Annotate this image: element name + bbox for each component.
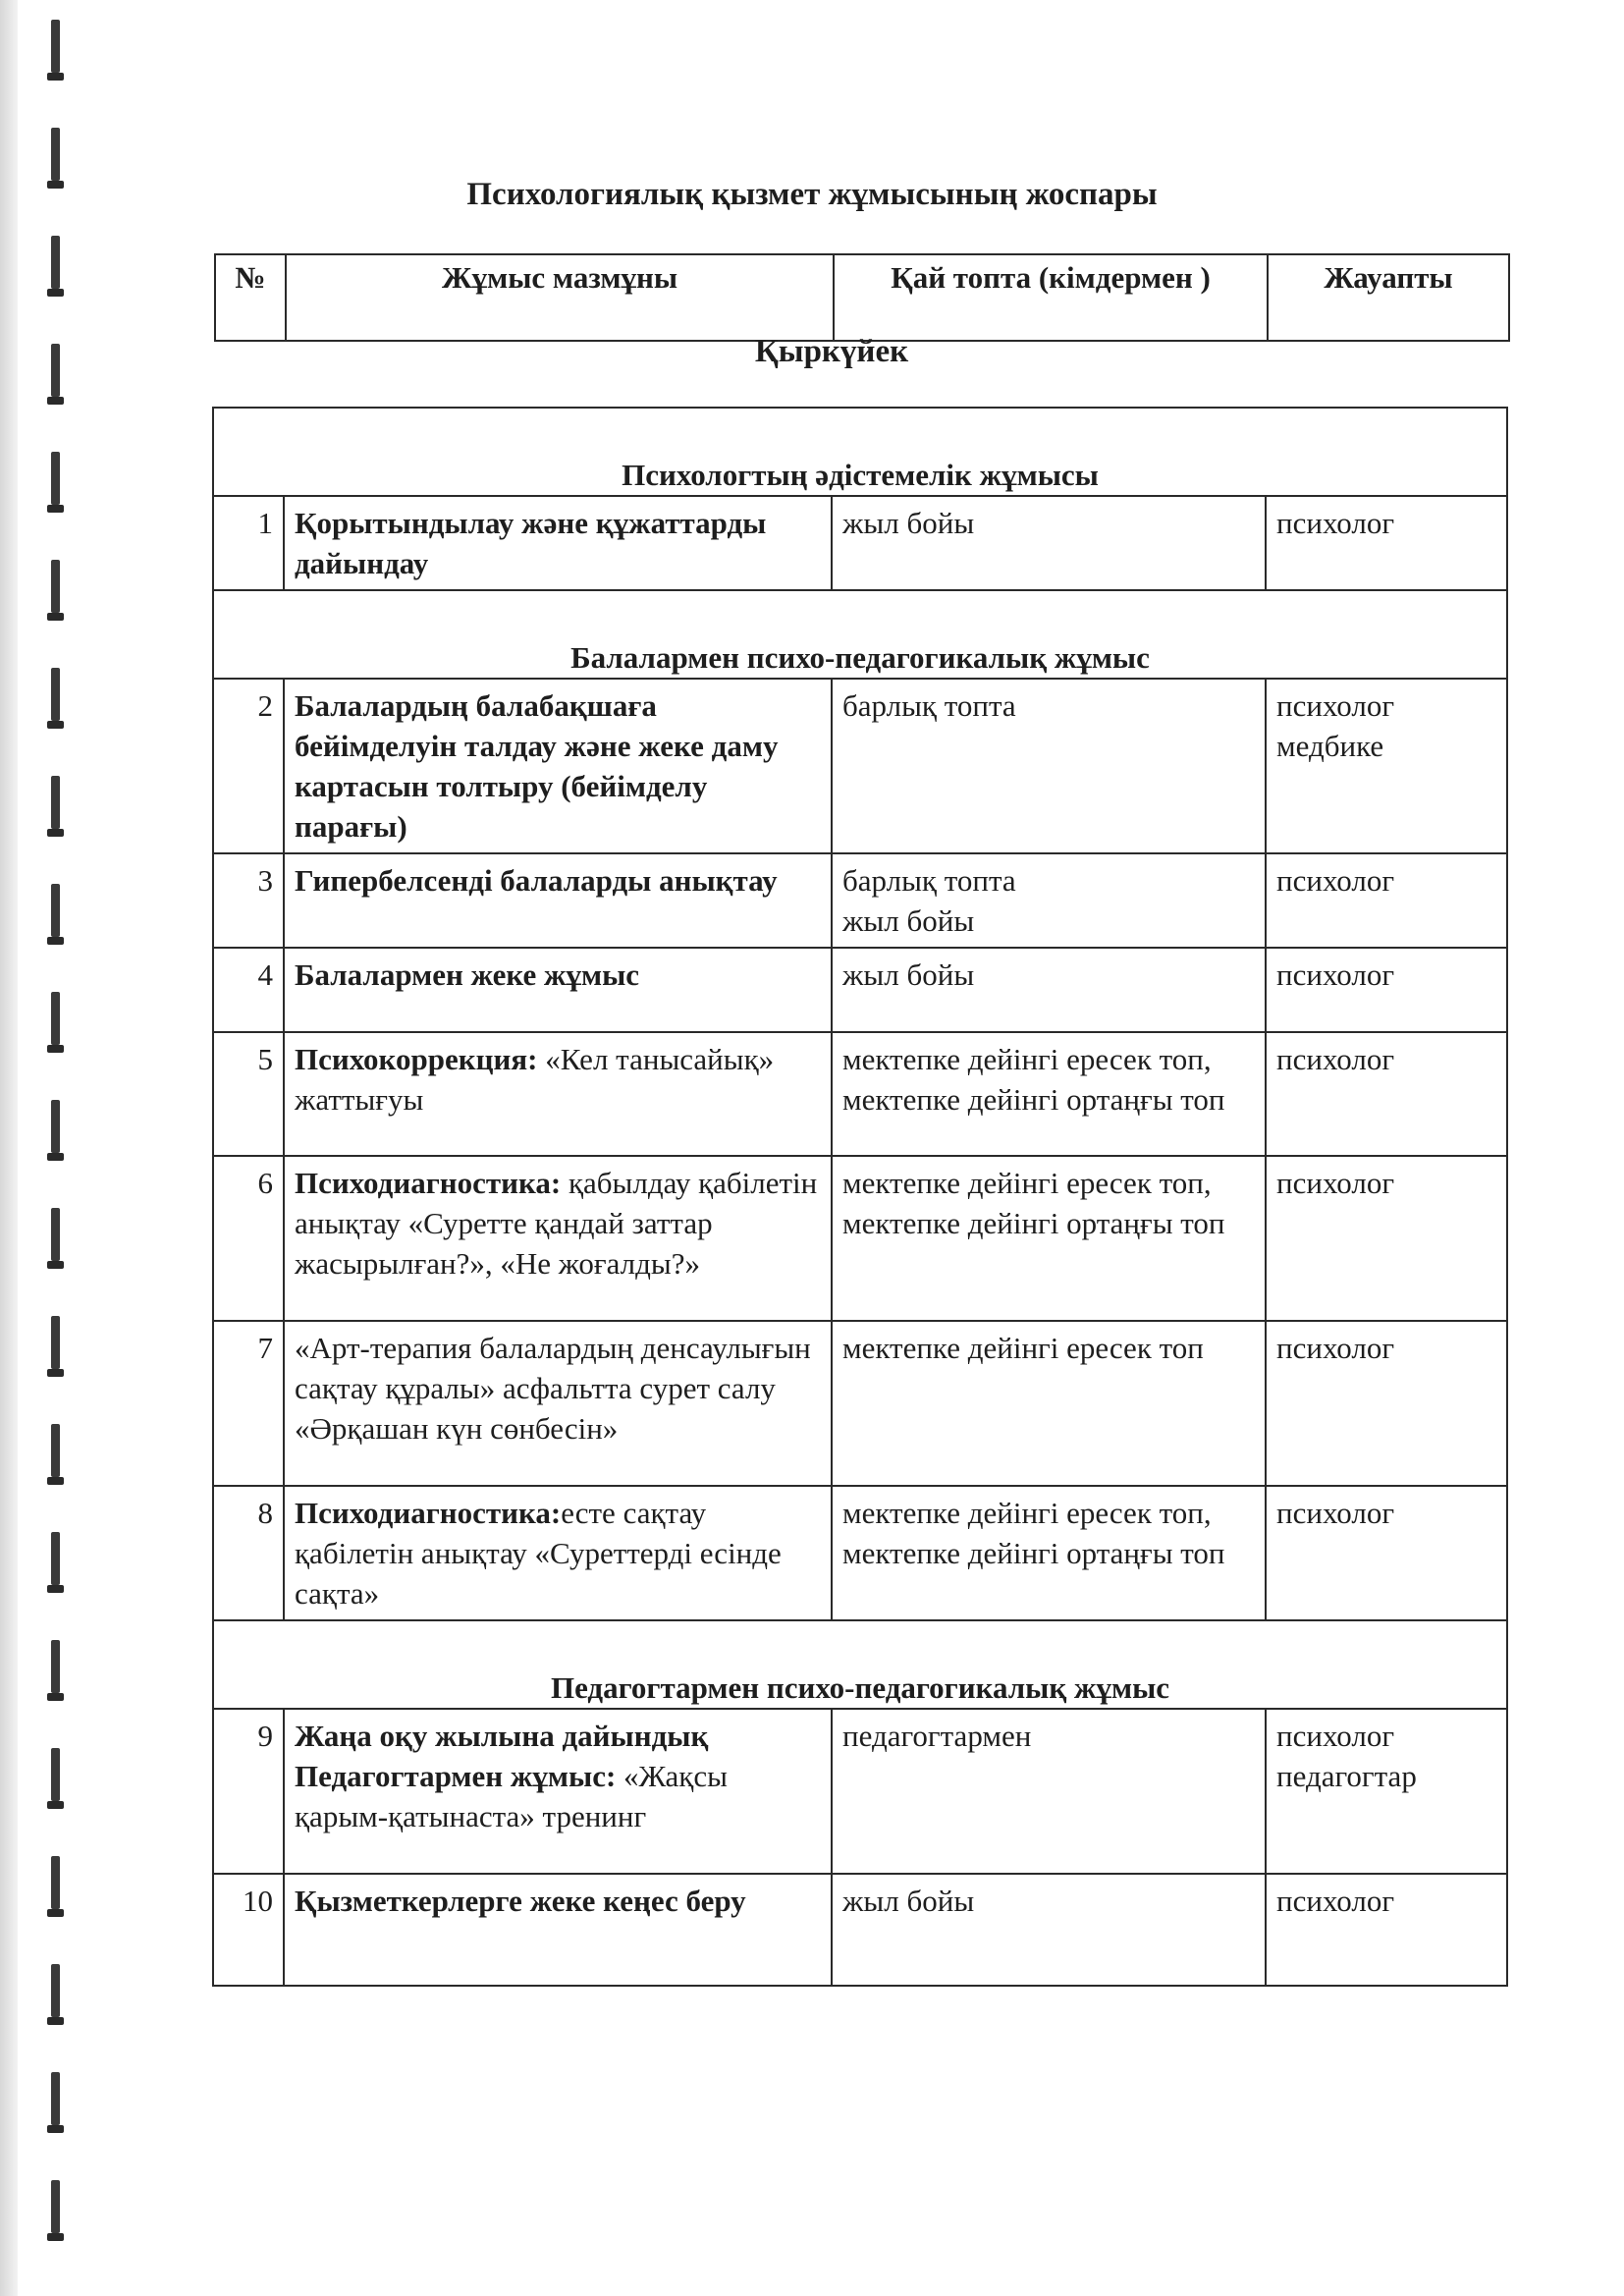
row-responsible-text: психолог педагогтар [1276,1719,1417,1793]
section-children: Балалармен психо-педагогикалық жұмыс [213,590,1507,679]
row-content [284,853,832,948]
row-responsible: психолог [1266,1874,1507,1986]
row-content [284,1032,832,1156]
month-heading: Қыркүйек [754,334,909,369]
row-responsible-text: психолог медбике [1276,688,1395,763]
table-row [213,1874,1507,1986]
section-methodical: Психологтың әдістемелік жұмысы [213,408,1507,496]
table-row [213,853,1507,948]
section-row [213,1620,1507,1709]
plan-table [212,407,1508,1987]
header-responsible: Жауапты [1268,254,1509,341]
row-content-bold: Қорытындылау және құжаттарды дайындау [295,506,767,580]
row-content-bold: Психокоррекция: [295,1042,538,1076]
row-number: 5 [213,1032,284,1156]
row-responsible: психолог [1266,948,1507,1032]
table-row [213,1709,1507,1874]
row-responsible [1266,1709,1507,1874]
row-content-bold: Жаңа оқу жылына дайындық Педагогтармен жұмыс: [295,1719,709,1793]
row-number: 7 [213,1321,284,1486]
row-content-bold: Балалармен жеке жұмыс [295,957,640,992]
row-content-bold: Қызметкерлерге жеке кеңес беру [295,1884,746,1918]
document-title: Психологиялық қызмет жұмысының жоспары [466,177,1158,212]
row-content-bold: Гипербелсенді балаларды анықтау [295,863,778,898]
row-content [284,496,832,590]
row-content-bold: Балалардың балабақшаға бейімделуін талдау және жеке даму картасын толтыру (бейімделу парағы) [295,688,779,844]
section-row [213,590,1507,679]
row-group-text: барлық топта жыл бойы [842,863,1016,938]
row-group: жыл бойы [832,1874,1266,1986]
row-number: 3 [213,853,284,948]
row-content-text: «Кел танысайық» жаттығуы [295,1042,775,1117]
row-group: жыл бойы [832,496,1266,590]
row-content [284,1874,832,1986]
row-number: 4 [213,948,284,1032]
table-row [213,1486,1507,1620]
section-row [213,408,1507,496]
row-content [284,1486,832,1620]
header-num: № [215,254,286,341]
row-group: мектепке дейінгі ересек топ [832,1321,1266,1486]
row-number: 6 [213,1156,284,1321]
row-content-text: есте сақтау қабілетін анықтау «Суреттерді есінде сақта» [295,1496,782,1611]
row-content-text: «Жақсы қарым-қатынаста» тренинг [295,1759,728,1833]
row-responsible: психолог [1266,1486,1507,1620]
table-row [213,679,1507,853]
header-table [214,253,1510,342]
table-row [213,496,1507,590]
row-group: мектепке дейінгі ересек топ, мектепке дейінгі ортаңғы топ [832,1486,1266,1620]
row-responsible [1266,679,1507,853]
row-responsible: психолог [1266,1321,1507,1486]
row-responsible: психолог [1266,1032,1507,1156]
header-group: Қай топта (кімдермен ) [834,254,1268,341]
row-content [284,948,832,1032]
row-content-text: қабылдау қабілетін анықтау «Суретте қандай заттар жасырылған?», «Не жоғалды?» [295,1166,818,1281]
row-number: 8 [213,1486,284,1620]
table-row [213,948,1507,1032]
row-group: мектепке дейінгі ересек топ, мектепке дейінгі ортаңғы топ [832,1156,1266,1321]
row-content [284,679,832,853]
row-content-bold: Психодиагностика: [295,1496,562,1530]
row-responsible: психолог [1266,496,1507,590]
row-responsible: психолог [1266,1156,1507,1321]
row-group [832,853,1266,948]
row-group: жыл бойы [832,948,1266,1032]
row-group: педагогтармен [832,1709,1266,1874]
header-content: Жұмыс мазмұны [286,254,834,341]
row-number: 9 [213,1709,284,1874]
row-group: мектепке дейінгі ересек топ, мектепке дейінгі ортаңғы топ [832,1032,1266,1156]
row-number: 2 [213,679,284,853]
row-content-text: «Арт-терапия балалардың денсаулығын сақтау құралы» асфальтта сурет салу «Әрқашан күн сөнбесін» [295,1331,811,1446]
row-group: барлық топта [832,679,1266,853]
row-content-bold: Психодиагностика: [295,1166,562,1200]
row-number: 10 [213,1874,284,1986]
section-teachers: Педагогтармен психо-педагогикалық жұмыс [213,1620,1507,1709]
row-number: 1 [213,496,284,590]
row-content [284,1156,832,1321]
table-row [213,1321,1507,1486]
row-content [284,1321,832,1486]
row-content [284,1709,832,1874]
row-responsible: психолог [1266,853,1507,948]
table-row [213,1156,1507,1321]
table-row [213,1032,1507,1156]
